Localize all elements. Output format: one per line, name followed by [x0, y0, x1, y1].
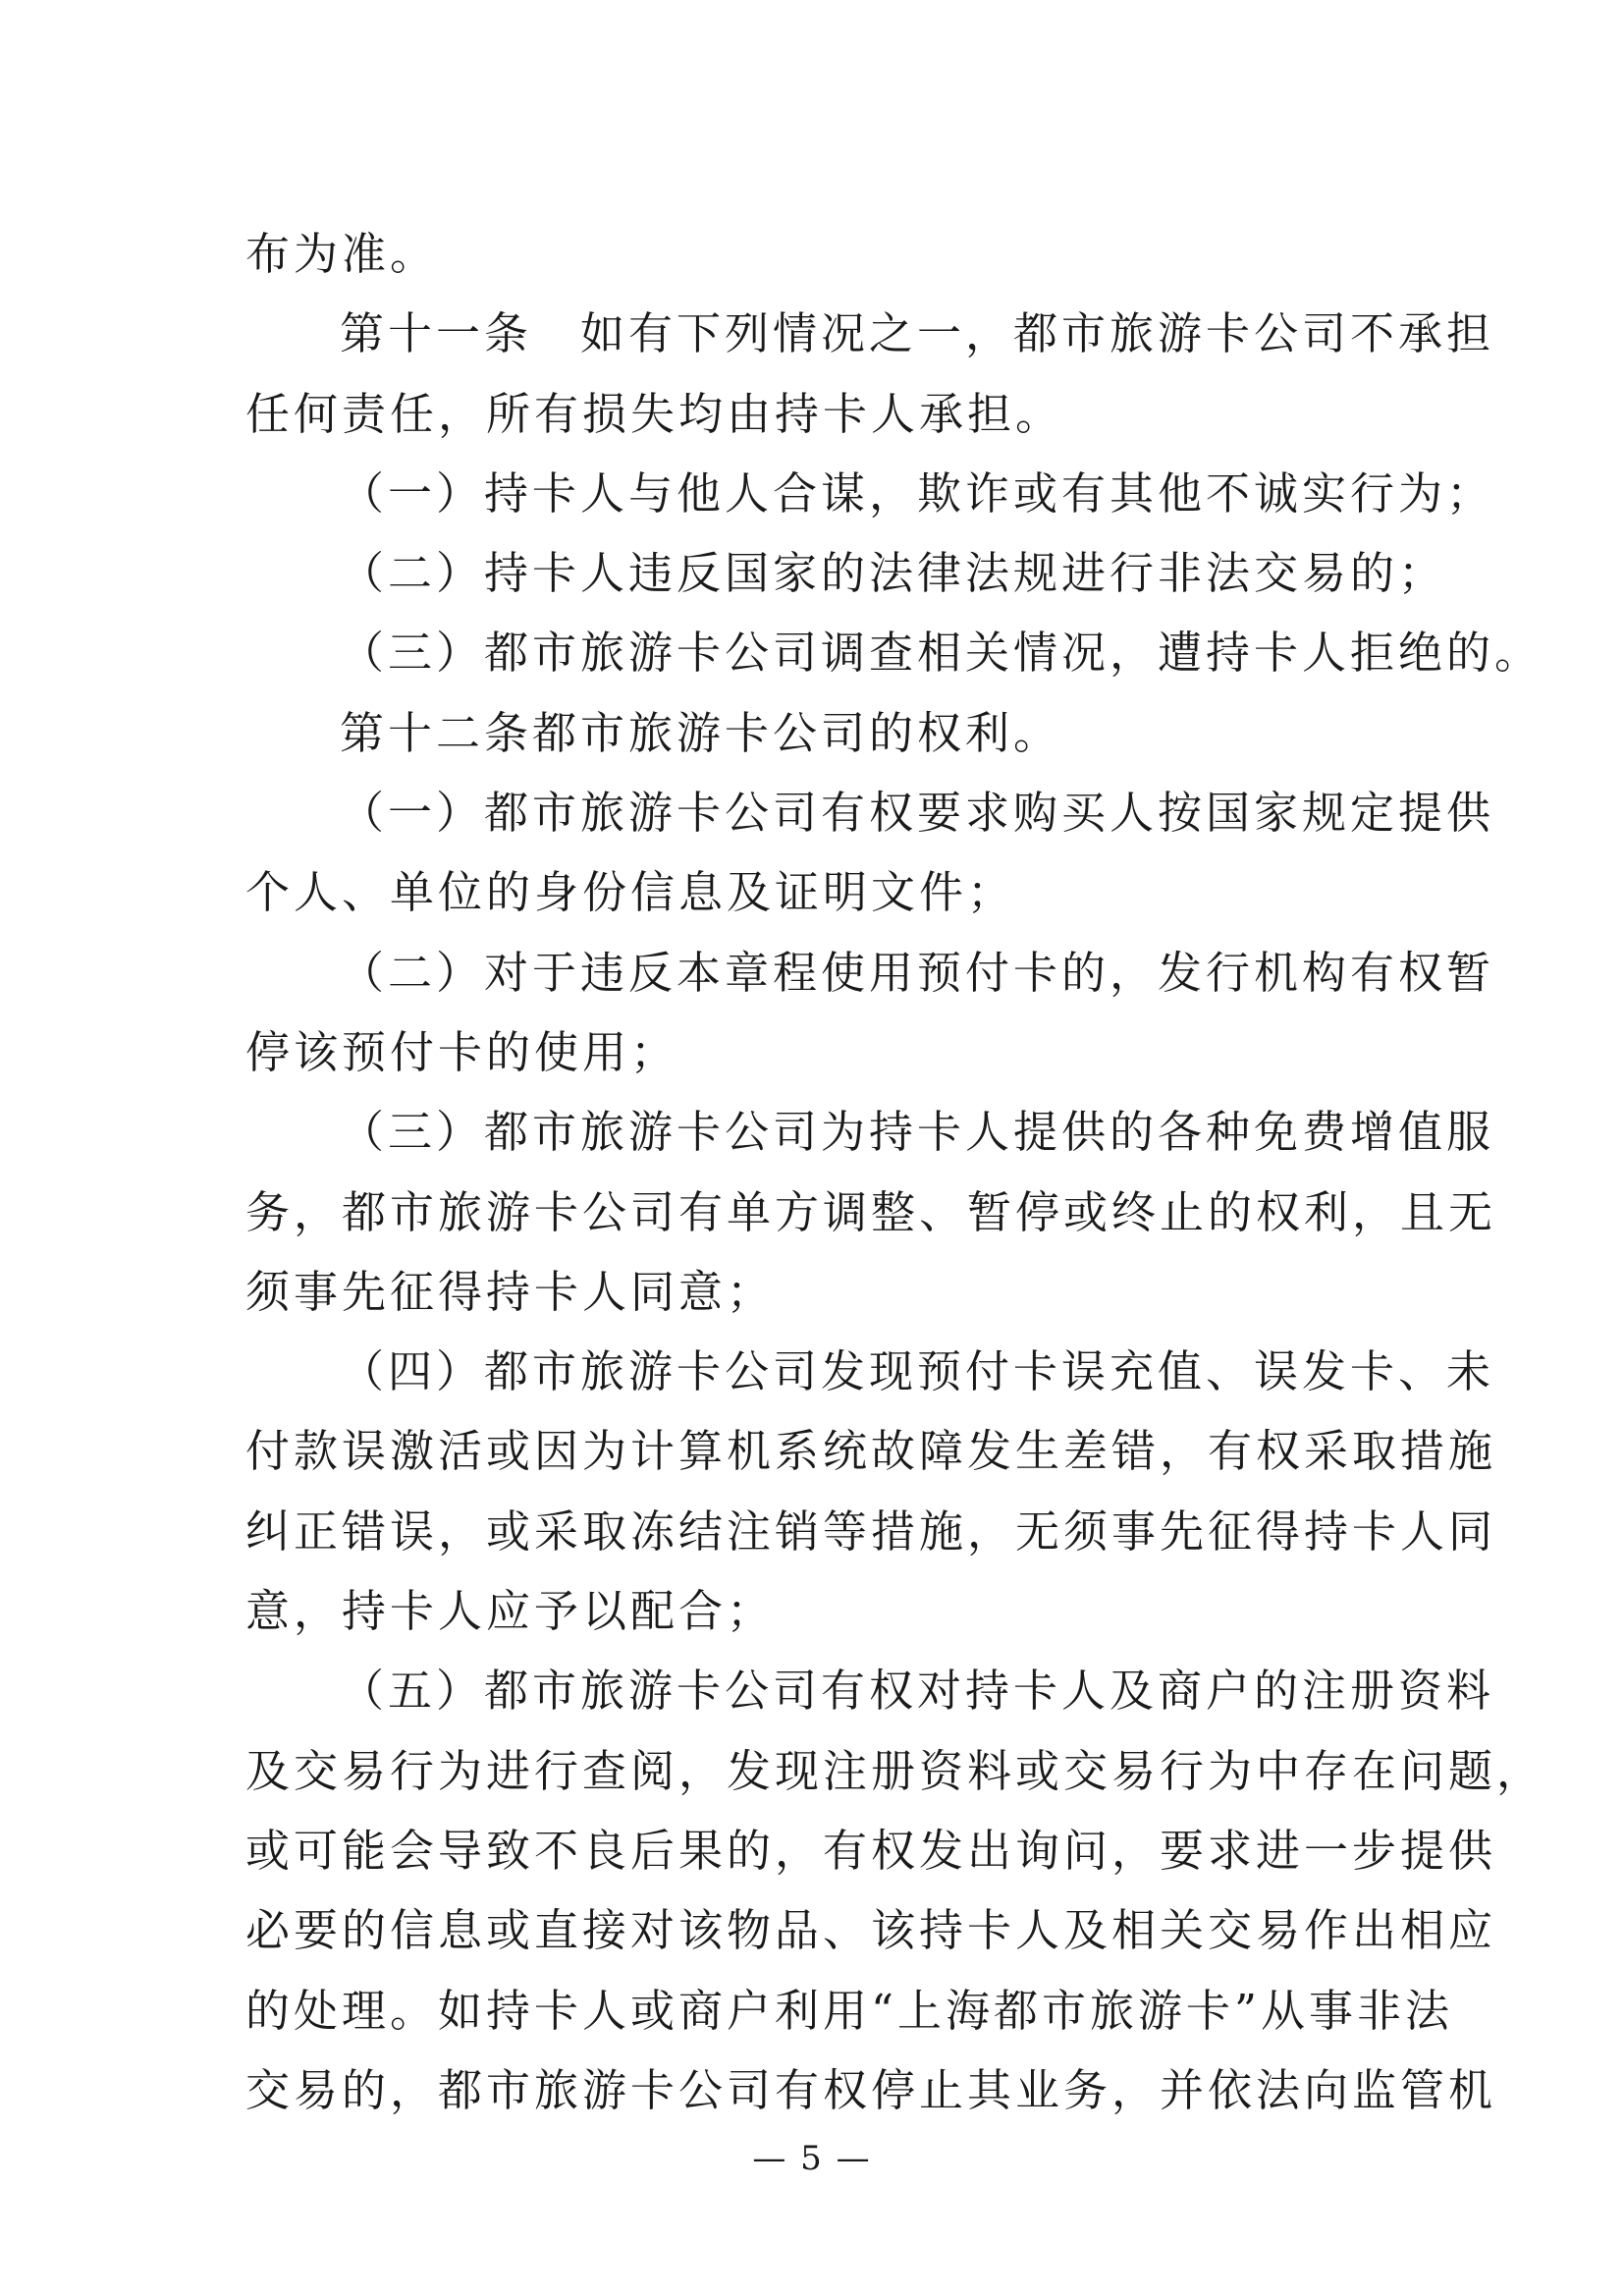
text-line: （一）持卡人与他人合谋，欺诈或有其他不诚实行为；: [340, 466, 1495, 519]
text-line: 第十一条 如有下列情况之一，都市旅游卡公司不承担: [340, 307, 1495, 360]
text-line: （二）对于违反本章程使用预付卡的，发行机构有权暂: [340, 946, 1495, 999]
text-line: （五）都市旅游卡公司有权对持卡人及商户的注册资料: [340, 1665, 1495, 1718]
text-line: 任何责任，所有损失均由持卡人承担。: [245, 387, 1064, 440]
text-line: 布为准。: [245, 228, 439, 280]
document-body: [245, 214, 1545, 2130]
text-line: 须事先征得持卡人同意；: [245, 1265, 776, 1318]
text-line: （一）都市旅游卡公司有权要求购买人按国家规定提供: [340, 787, 1495, 840]
text-line: 付款误激活或因为计算机系统故障发生差错，有权采取措施: [245, 1425, 1497, 1478]
text-line: 纠正错误，或采取冻结注销等措施，无须事先征得持卡人同: [245, 1504, 1497, 1558]
text-line: 务，都市旅游卡公司有单方调整、暂停或终止的权利，且无: [245, 1185, 1497, 1238]
text-line: （三）都市旅游卡公司调查相关情况，遭持卡人拒绝的。: [340, 627, 1543, 680]
text-line: 个人、单位的身份信息及证明文件；: [245, 866, 1016, 919]
page-number: — 5 —: [752, 2139, 872, 2178]
text-line: 停该预付卡的使用；: [245, 1025, 679, 1078]
text-line: 及交易行为进行查阅，发现注册资料或交易行为中存在问题，: [245, 1744, 1545, 1797]
text-line: 第十二条都市旅游卡公司的权利。: [340, 706, 1062, 759]
text-line: 意，持卡人应予以配合；: [245, 1585, 776, 1638]
text-line: （三）都市旅游卡公司为持卡人提供的各种免费增值服: [340, 1106, 1495, 1159]
text-line: 的处理。如持卡人或商户利用“上海都市旅游卡”从事非法: [245, 1984, 1454, 2037]
text-line: 必要的信息或直接对该物品、该持卡人及相关交易作出相应: [245, 1904, 1497, 1957]
text-line: （二）持卡人违反国家的法律法规进行非法交易的；: [340, 547, 1447, 600]
text-line: 或可能会导致不良后果的，有权发出询问，要求进一步提供: [245, 1824, 1497, 1877]
text-line: 交易的，都市旅游卡公司有权停止其业务，并依法向监管机: [245, 2063, 1497, 2116]
text-line: （四）都市旅游卡公司发现预付卡误充值、误发卡、未: [340, 1345, 1495, 1398]
